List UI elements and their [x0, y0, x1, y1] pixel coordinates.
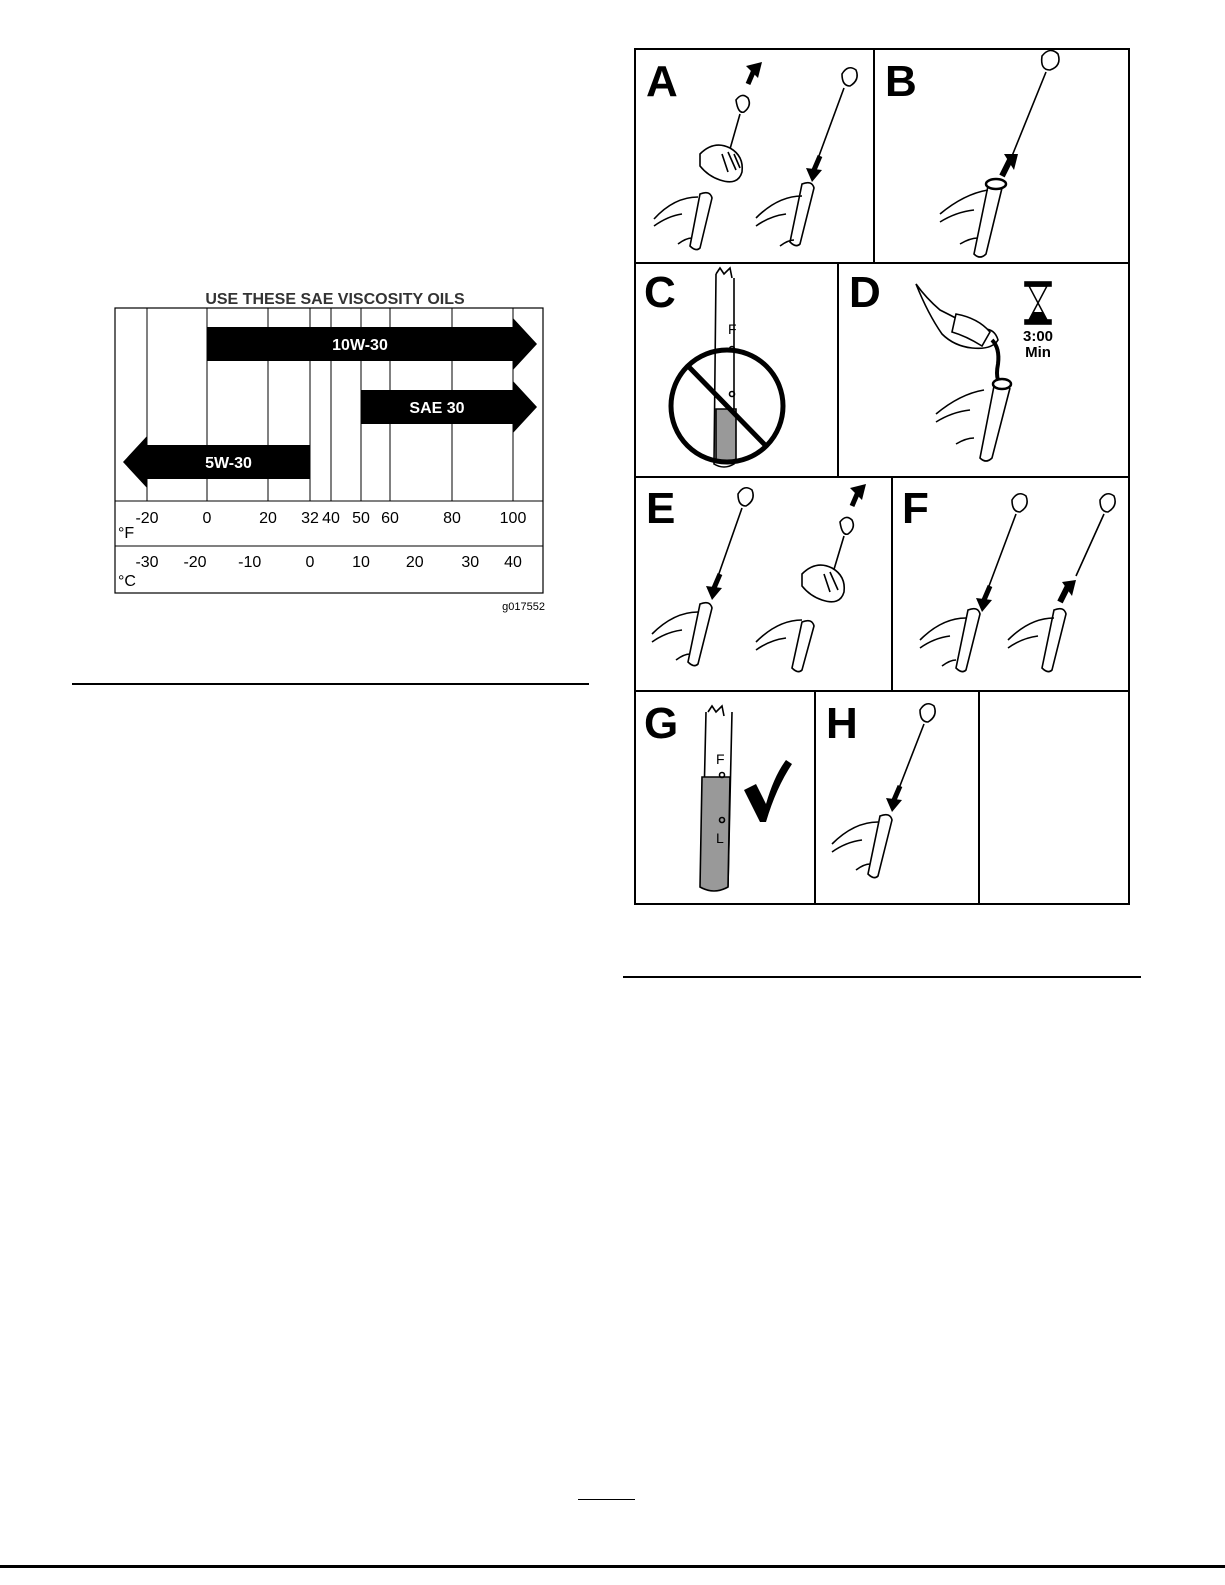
figure-code: g017552 [502, 601, 545, 613]
arrow-up-icon [1002, 160, 1010, 176]
fahrenheit-tick-label: 0 [202, 510, 212, 527]
panel-d-illustration [916, 282, 1053, 461]
celsius-tick-label: 10 [352, 554, 370, 571]
fahrenheit-tick-label: 80 [443, 510, 461, 527]
fahrenheit-tick-label: 32 [301, 510, 319, 527]
right-section-rule [623, 976, 1141, 978]
fahrenheit-tick-labels [135, 510, 526, 527]
panel-g-illustration [700, 706, 792, 891]
timer-value: 3:00 [1022, 328, 1054, 345]
panel-letter-d: D [849, 268, 881, 317]
left-section-rule [72, 683, 589, 685]
page-bottom-rule [0, 1565, 1225, 1568]
arrow-down-icon [984, 586, 990, 600]
fahrenheit-tick-label: 40 [322, 510, 340, 527]
oil-range-label: SAE 30 [409, 400, 465, 417]
rag-icon [802, 565, 844, 602]
panel-c-illustration [671, 268, 783, 467]
celsius-tick-label: 0 [305, 554, 315, 571]
panel-letter-e: E [646, 484, 676, 533]
panel-f-illustration [920, 494, 1115, 672]
fahrenheit-tick-label: 20 [259, 510, 277, 527]
panel-b-illustration [940, 50, 1059, 257]
arrow-down-icon [814, 156, 820, 170]
dipstick-mark-full-g: F [716, 751, 725, 767]
panel-letter-b: B [885, 57, 917, 106]
celsius-tick-label: -10 [238, 554, 262, 571]
dipstick-mark-low-g: L [716, 830, 724, 846]
fahrenheit-tick-label: -20 [135, 510, 159, 527]
arrow-down-icon [714, 574, 720, 588]
chart-title: USE THESE SAE VISCOSITY OILS [205, 291, 465, 308]
celsius-tick-label: -30 [135, 554, 159, 571]
fahrenheit-unit-label: °F [118, 525, 135, 542]
panel-a-illustration [654, 62, 857, 250]
celsius-tick-label: -20 [183, 554, 207, 571]
celsius-tick-label: 20 [405, 554, 424, 571]
dipstick-mark-full-c: F [728, 321, 737, 337]
arrow-down-icon [894, 786, 900, 800]
celsius-tick-labels [135, 554, 522, 571]
hourglass-icon [1025, 282, 1051, 324]
dipstick-procedure-grid [630, 44, 1135, 910]
checkmark-icon [744, 760, 792, 822]
panel-letter-h: H [826, 699, 858, 748]
chart-bars [123, 318, 537, 488]
panel-letter-f: F [902, 484, 929, 533]
celsius-tick-label: 30 [461, 554, 480, 571]
page-number-rule [578, 1499, 635, 1500]
viscosity-chart [100, 285, 560, 615]
fahrenheit-tick-label: 60 [381, 510, 399, 527]
fahrenheit-tick-label: 100 [499, 510, 527, 527]
panel-letter-c: C [644, 268, 676, 317]
panel-letter-a: A [646, 57, 678, 106]
fahrenheit-tick-label: 50 [352, 510, 370, 527]
rag-icon [700, 145, 742, 182]
celsius-tick-label: 40 [504, 554, 522, 571]
timer-unit: Min [1025, 344, 1051, 361]
oil-range-label: 5W-30 [205, 455, 252, 472]
panel-e-illustration [652, 484, 866, 672]
celsius-unit-label: °C [118, 573, 136, 590]
panel-letter-g: G [644, 699, 679, 748]
oil-range-label: 10W-30 [332, 337, 388, 354]
